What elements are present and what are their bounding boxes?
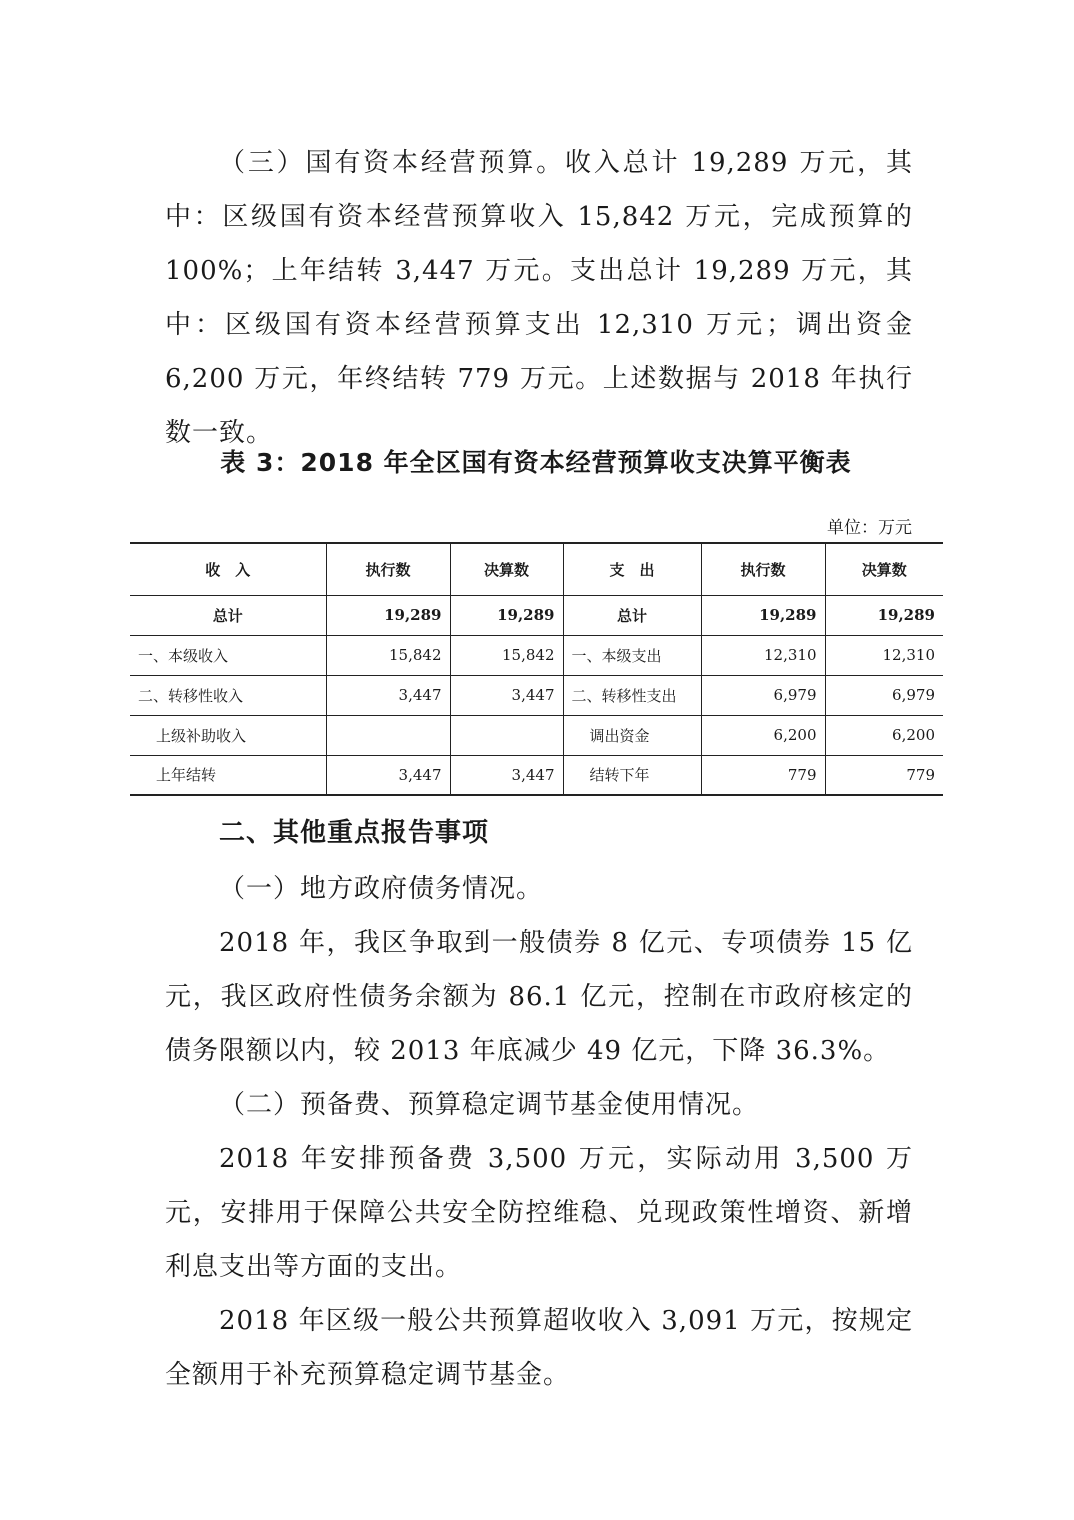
table-cell — [450, 715, 563, 755]
table-row — [130, 635, 943, 675]
header-final: 决算数 — [450, 543, 563, 595]
table-cell: 19,289 — [450, 595, 563, 635]
table-cell: 结转下年 — [563, 755, 701, 795]
table-row — [130, 715, 943, 755]
header-executed: 执行数 — [326, 543, 450, 595]
table-cell: 3,447 — [450, 675, 563, 715]
table-cell: 3,447 — [326, 755, 450, 795]
paragraph-reserve-fund: 2018 年安排预备费 3,500 万元，实际动用 3,500 万元，安排用于保障公共安全防控维稳、兑现政策性增资、新增利息支出等方面的支出。 — [165, 1144, 913, 1282]
table-unit-label: 单位：万元 — [827, 518, 912, 538]
table-cell: 3,447 — [326, 675, 450, 715]
budget-balance-table — [130, 542, 943, 796]
table-cell: 19,289 — [825, 595, 943, 635]
table-cell — [326, 715, 450, 755]
paragraph-debt-heading: （一）地方政府债务情况。 — [219, 874, 544, 904]
table-cell: 779 — [825, 755, 943, 795]
table-cell: 15,842 — [326, 635, 450, 675]
table-cell: 总计 — [130, 595, 326, 635]
table-cell: 6,979 — [701, 675, 825, 715]
table-cell: 19,289 — [326, 595, 450, 635]
table-cell: 6,200 — [825, 715, 943, 755]
table-header-row — [130, 543, 943, 595]
table-cell: 二、转移性支出 — [563, 675, 701, 715]
header-final: 决算数 — [825, 543, 943, 595]
table-cell: 上年结转 — [130, 755, 326, 795]
table-cell: 6,979 — [825, 675, 943, 715]
table-cell: 19,289 — [701, 595, 825, 635]
table-cell: 15,842 — [450, 635, 563, 675]
table-cell: 779 — [701, 755, 825, 795]
table-cell: 上级补助收入 — [130, 715, 326, 755]
table-cell: 12,310 — [825, 635, 943, 675]
table-title: 表 3：2018 年全区国有资本经营预算收支决算平衡表 — [220, 448, 852, 477]
paragraph-reserve-heading: （二）预备费、预算稳定调节基金使用情况。 — [219, 1090, 760, 1120]
paragraph-debt: 2018 年，我区争取到一般债券 8 亿元、专项债券 15 亿元，我区政府性债务余额为 86.1 亿元，控制在市政府核定的债务限额以内，较 2013 年底减少 49 亿元，下降 36.3%。 — [165, 928, 913, 1066]
table-cell: 12,310 — [701, 635, 825, 675]
header-expenditure: 支 出 — [563, 543, 701, 595]
table-cell: 3,447 — [450, 755, 563, 795]
table-row — [130, 675, 943, 715]
table-cell: 一、本级支出 — [563, 635, 701, 675]
paragraph-state-capital-budget: （三）国有资本经营预算。收入总计 19,289 万元，其中：区级国有资本经营预算收入 15,842 万元，完成预算的 100%；上年结转 3,447 万元。支出总计 19,289 万元，其中：区级国有资本经营预算支出 12,310 万元；调出资金 6,200 万元，年终结转 779 万元。上述数据与 2018 年执行数一致。 — [165, 148, 913, 448]
header-executed: 执行数 — [701, 543, 825, 595]
table-cell: 一、本级收入 — [130, 635, 326, 675]
table-row — [130, 595, 943, 635]
table-cell: 二、转移性收入 — [130, 675, 326, 715]
table-cell: 调出资金 — [563, 715, 701, 755]
table-row — [130, 755, 943, 795]
section-heading: 二、其他重点报告事项 — [219, 818, 490, 848]
paragraph-surplus: 2018 年区级一般公共预算超收收入 3,091 万元，按规定全额用于补充预算稳定调节基金。 — [165, 1306, 913, 1390]
table-cell: 总计 — [563, 595, 701, 635]
header-income: 收 入 — [130, 543, 326, 595]
table-cell: 6,200 — [701, 715, 825, 755]
